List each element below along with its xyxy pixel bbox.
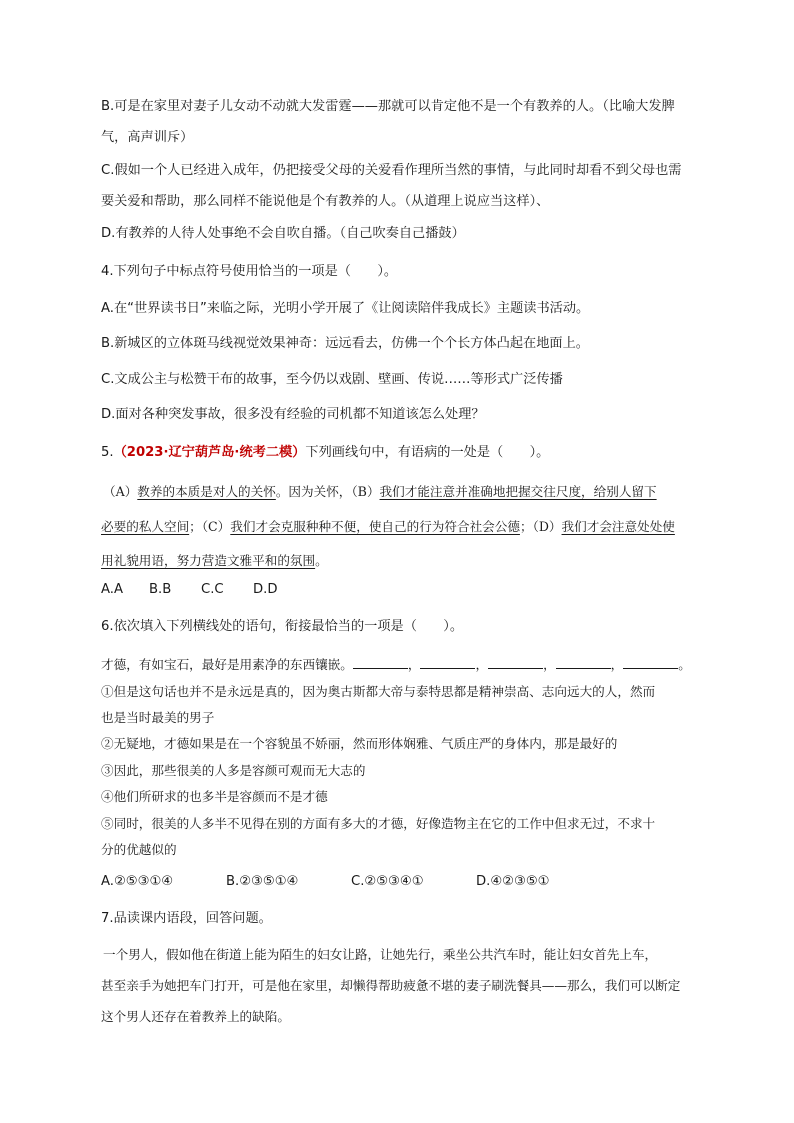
q6-lead-line <box>101 655 691 675</box>
q5-label-d: ；（D） <box>519 519 562 534</box>
q5-number: 5. <box>101 445 114 460</box>
q5-label-c: ；（C） <box>189 519 231 534</box>
q6-blank-5 <box>623 656 678 669</box>
q5-options <box>101 580 278 600</box>
q6-option-c: C.②⑤③④① <box>351 874 424 889</box>
q6-end: 。 <box>678 657 691 672</box>
q4-option-c: C.文成公主与松赞干布的故事，至今仍以戏剧、壁画、传说……等形式广泛传播 <box>101 372 563 387</box>
q6-option-a: A.②⑤③①④ <box>101 874 174 889</box>
q5-option-d: D.D <box>253 582 278 597</box>
q5-stem-line <box>101 443 549 463</box>
q5-option-c: C.C <box>201 582 224 597</box>
q5-underlined-a: 教养的本质是对人的关怀 <box>137 484 276 499</box>
q6-sentence-1-line1: ①但是这句话也并不是永远是真的，因为奥古斯都大帝与泰特思都是精神崇高、志向远大的人，然而 <box>101 684 656 699</box>
q7-passage-line1: 一个男人，假如他在街道上能为陌生的妇女让路，让她先行，乘坐公共汽车时，能让妇女首先上车， <box>103 947 658 962</box>
q6-blank-1 <box>353 656 408 669</box>
q6-blank-2 <box>420 656 475 669</box>
q5-passage-line3 <box>101 551 328 571</box>
q6-sep-3: ， <box>543 657 556 672</box>
q4-option-a: A.在“世界读书日”来临之际，光明小学开展了《让阅读陪伴我成长》主题读书活动。 <box>101 301 590 316</box>
q5-underlined-d: 我们才会注意处处使 <box>561 519 675 534</box>
q3-option-c-line2: 要关爱和帮助，那么同样不能说他是个有教养的人。（从道理上说应当这样）、 <box>101 194 550 209</box>
q6-option-d: D.④②③⑤① <box>476 874 550 889</box>
q6-sentence-3: ③因此，那些很美的人多是容颜可观而无大志的 <box>101 763 366 778</box>
q5-underlined-b-cont: 必要的私人空间 <box>101 519 190 534</box>
q5-underlined-b: 我们才能注意并准确地把握交往尺度，给别人留下 <box>379 484 657 499</box>
q6-option-b: B.②③⑤①④ <box>226 874 299 889</box>
q5-label-a: （A） <box>103 484 138 499</box>
q4-option-b: B.新城区的立体斑马线视觉效果神奇：远远看去，仿佛一个个长方体凸起在地面上。 <box>101 336 589 351</box>
q4-option-d: D.面对各种突发事故，很多没有经验的司机都不知道该怎么处理？ <box>101 407 485 422</box>
q6-lead: 才德，有如宝石，最好是用素净的东西镶嵌。 <box>101 657 353 672</box>
q5-source-tag: （2023·辽宁葫芦岛·统考二模） <box>113 445 306 460</box>
q6-sentence-2: ②无疑地，才德如果是在一个容貌虽不娇丽，然而形体娴雅、气质庄严的身体内，那是最好的 <box>101 736 618 751</box>
q6-blank-4 <box>556 656 611 669</box>
q5-passage-line1 <box>103 482 657 502</box>
q7-stem: 7.品读课内语段，回答问题。 <box>101 911 272 926</box>
q3-option-b-line2: 气，高声训斥） <box>101 130 194 145</box>
q4-stem: 4.下列句子中标点符号使用恰当的一项是（ ）。 <box>101 264 398 279</box>
q5-passage-line2 <box>101 517 675 537</box>
q6-sentence-1-line2: 也是当时最美的男子 <box>101 710 215 725</box>
q6-stem: 6.依次填入下列横线处的语句，衔接最恰当的一项是（ ）。 <box>101 619 464 634</box>
q6-sep-1: ， <box>407 657 421 672</box>
q5-label-b: 。因为关怀，（B） <box>275 484 380 499</box>
q5-option-b: B.B <box>149 582 172 597</box>
q6-sentence-5-line2: 分的优越似的 <box>101 842 177 857</box>
q5-underlined-c: 我们才会克服种种不便，使自己的行为符合社会公德 <box>230 519 520 534</box>
q6-sentence-5-line1: ⑤同时，很美的人多半不见得在别的方面有多大的才德，好像造物主在它的工作中但求无过，不求十 <box>101 816 656 831</box>
q3-option-b-line1: B.可是在家里对妻子儿女动不动就大发雷霆——那就可以肯定他不是一个有教养的人。（比喻大发脾 <box>101 99 675 114</box>
q6-sep-4: ， <box>610 657 624 672</box>
q5-stem: 下列画线句中，有语病的一处是（ ）。 <box>305 445 550 460</box>
q3-option-d: D.有教养的人待人处事绝不会自吹自播。（自己吹奏自己播鼓） <box>101 226 465 241</box>
q5-period: 。 <box>315 553 328 568</box>
q5-underlined-d-cont: 用礼貌用语，努力营造文雅平和的氛围 <box>101 553 316 568</box>
q7-passage-line3: 这个男人还存在着教养上的缺陷。 <box>101 1009 290 1024</box>
q7-passage-line2: 甚至亲手为她把车门打开，可是他在家里，却懒得帮助疲惫不堪的妻子刷洗餐具——那么，我们可以断定 <box>101 978 681 993</box>
q6-sep-2: ， <box>475 657 489 672</box>
q3-option-c-line1: C.假如一个人已经进入成年，仍把接受父母的关爱看作理所当然的事情，与此同时却看不到父母也需 <box>101 163 682 178</box>
q6-sentence-4: ④他们所研求的也多半是容颜而不是才德 <box>101 789 328 804</box>
q5-option-a: A.A <box>101 582 124 597</box>
q6-options <box>101 872 549 892</box>
q6-blank-3 <box>488 656 543 669</box>
